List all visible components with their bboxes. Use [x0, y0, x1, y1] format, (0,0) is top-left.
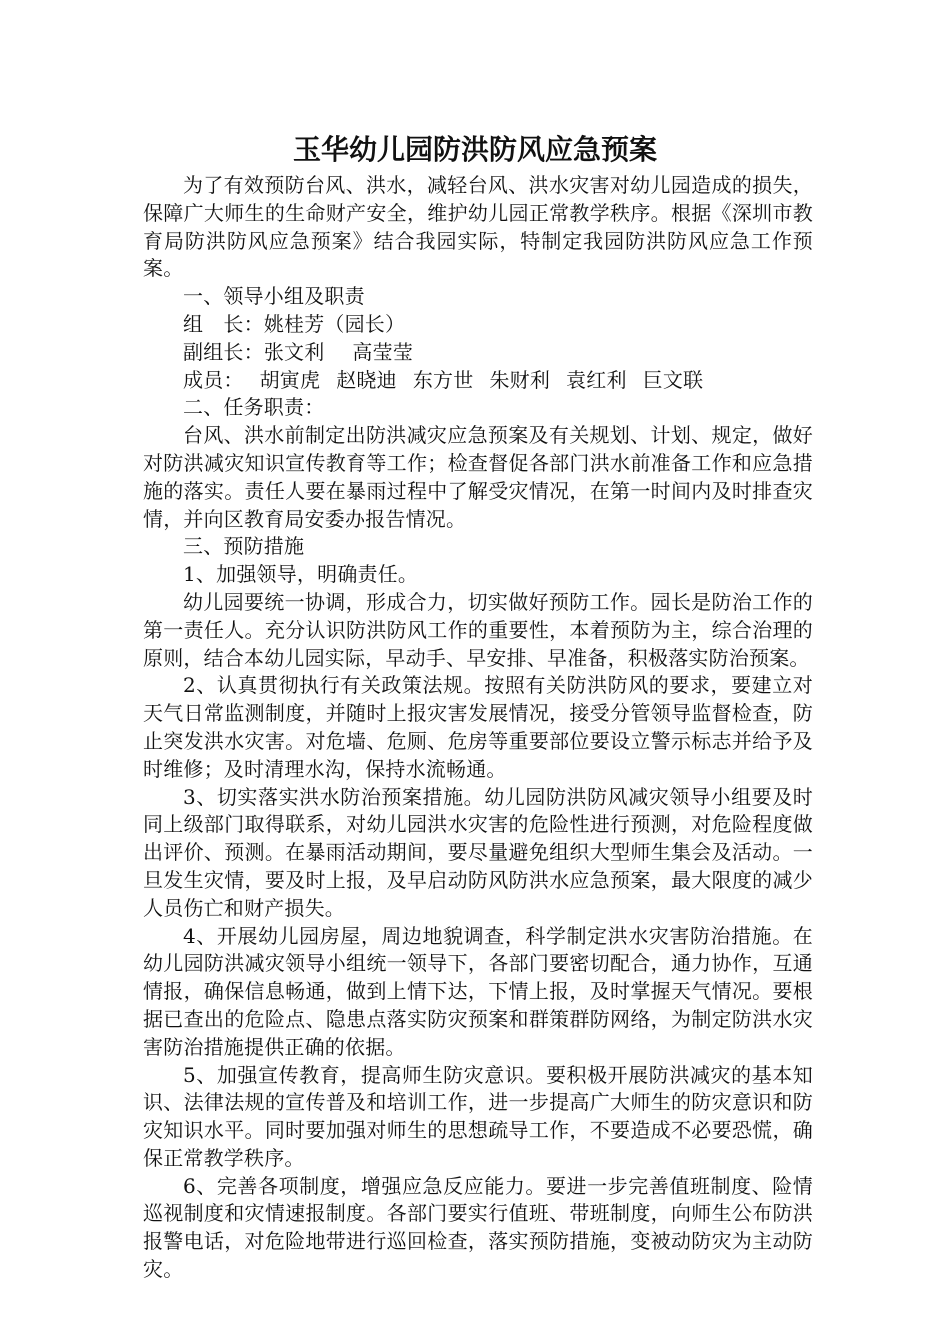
duties-paragraph: 台风、洪水前制定出防洪减灾应急预案及有关规划、计划、规定，做好对防洪减灾知识宣传教育等工作；检查督促各部门洪水前准备工作和应急措施的落实。责任人要在暴雨过程中了解受灾情况，在第一时间内及时排查灾情，并向区教育局安委办报告情况。: [143, 423, 813, 531]
members-label: 成员：: [183, 367, 244, 392]
measure-3-paragraph: 3、切实落实洪水防治预案措施。幼儿园防洪防风减灾领导小组要及时同上级部门取得联系，对幼儿园洪水灾害的危险性进行预测，对危险程度做出评价、预测。在暴雨活动期间，要尽量避免组织大型师生集会及活动。一旦发生灾情，要及时上报，及早启动防风防洪水应急预案，最大限度的减少人员伤亡和财产损失。: [143, 784, 813, 920]
leader-line: [143, 311, 813, 339]
section-heading-prevention: 三、预防措施: [183, 534, 305, 559]
measure-2-paragraph: 2、认真贯彻执行有关政策法规。按照有关防洪防风的要求，要建立对天气日常监测制度，并随时上报灾害发展情况，接受分管领导监督检查，防止突发洪水灾害。对危墙、危厕、危房等重要部位要设立警示标志并给予及时维修；及时清理水沟，保持水流畅通。: [143, 673, 813, 781]
measure-1-heading: 1、加强领导，明确责任。: [183, 562, 419, 587]
member-name: 袁红利: [566, 367, 627, 392]
member-name: 朱财利: [489, 367, 551, 392]
deputy-name: 张文利: [263, 339, 325, 364]
section-heading-leadership: 一、领导小组及职责: [183, 284, 365, 309]
member-name: 赵晓迪: [336, 367, 397, 392]
section-heading-duties: 二、任务职责：: [183, 395, 325, 420]
measure-6-paragraph: 6、完善各项制度，增强应急反应能力。要进一步完善值班制度、险情巡视制度和灾情速报制度。各部门要实行值班、带班制度，向师生公布防洪报警电话，对危险地带进行巡回检查，落实预防措施，变被动防灾为主动防灾。: [143, 1173, 813, 1282]
intro-paragraph: 为了有效预防台风、洪水，减轻台风、洪水灾害对幼儿园造成的损失，保障广大师生的生命财产安全，维护幼儿园正常教学秩序。根据《深圳市教育局防洪防风应急预案》结合我园实际，特制定我园防洪防风应急工作预案。: [143, 173, 813, 281]
deputy-line: [143, 339, 813, 367]
measure-4-paragraph: 4、开展幼儿园房屋，周边地貌调查，科学制定洪水灾害防治措施。在幼儿园防洪减灾领导小组统一领导下，各部门要密切配合，通力协作，互通情报，确保信息畅通，做到上情下达，下情上报，及时掌握天气情况。要根据已查出的危险点、隐患点落实防灾预案和群策群防网络，为制定防洪水灾害防治措施提供正确的依据。: [143, 923, 813, 1059]
measure-1-paragraph: 幼儿园要统一协调，形成合力，切实做好预防工作。园长是防治工作的第一责任人。充分认识防洪防风工作的重要性，本着预防为主，综合治理的原则，结合本幼儿园实际，早动手、早安排、早准备，积极落实防治预案。: [143, 589, 813, 670]
deputy-name: 高莹莹: [352, 339, 414, 364]
leader-name: 姚桂芳（园长）: [263, 311, 406, 336]
document-title: 玉华幼儿园防洪防风应急预案: [292, 133, 657, 166]
document-body: [143, 172, 813, 1284]
leader-label: 组 长：: [183, 311, 264, 336]
members-line: [143, 367, 813, 395]
member-name: 胡寅虎: [259, 367, 321, 392]
member-name: 东方世: [412, 367, 474, 392]
deputy-label: 副组长：: [183, 339, 264, 364]
member-name: 巨文联: [642, 367, 704, 392]
measure-5-paragraph: 5、加强宣传教育，提高师生防灾意识。要积极开展防洪减灾的基本知识、法律法规的宣传普及和培训工作，进一步提高广大师生的防灾意识和防灾知识水平。同时要加强对师生的思想疏导工作，不要造成不必要恐慌，确保正常教学秩序。: [143, 1062, 813, 1170]
